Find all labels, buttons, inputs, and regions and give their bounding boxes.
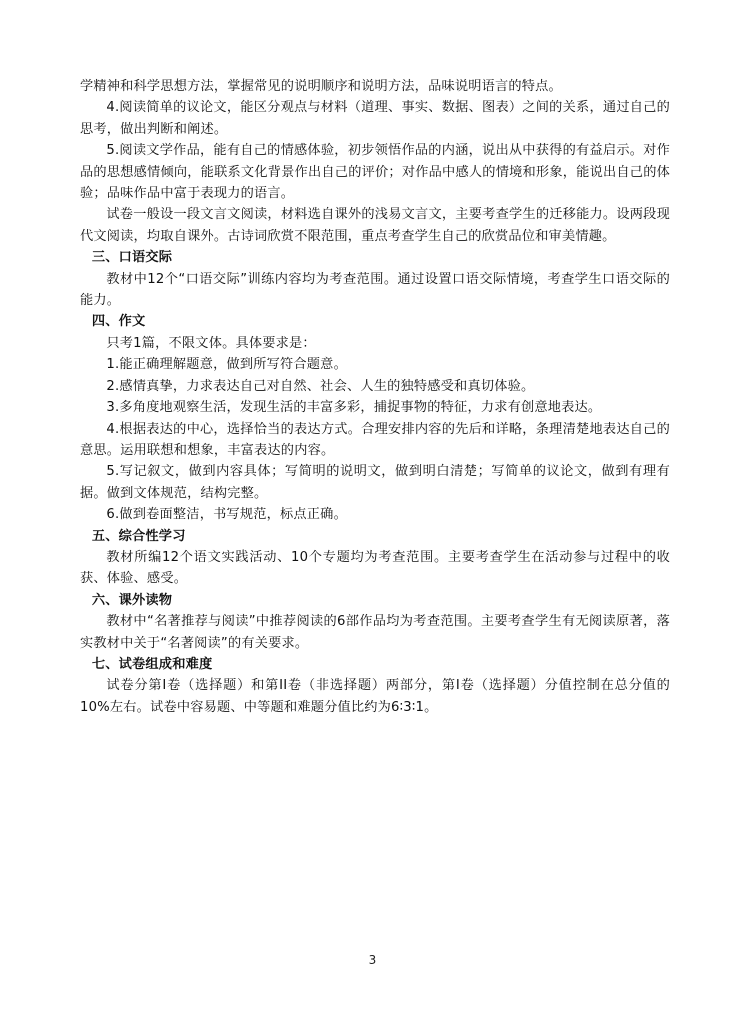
paragraph-continuation: 学精神和科学思想方法，掌握常见的说明顺序和说明方法，品味说明语言的特点。 (80, 79, 562, 94)
composition-requirement-6: 6.做到卷面整洁，书写规范，标点正确。 (106, 507, 347, 523)
paragraph-exam-reading-setup: 试卷一般设一段文言文阅读，材料选自课外的浅易文言文，主要考查学生的迁移能力。设两段现代文阅读，均取自课外。古诗词欣赏不限范围，重点考查学生自己的欣赏品位和审美情趣。 (80, 207, 670, 244)
composition-requirement-3: 3.多角度地观察生活，发现生活的丰富多彩，捕捉事物的特征，力求有创意地表达。 (106, 400, 602, 416)
paragraph-literary-reading: 5.阅读文学作品，能有自己的情感体验，初步领悟作品的内涵，说出从中获得的有益启示。对作品的思想感情倾向，能联系文化背景作出自己的评价；对作品中感人的情境和形象，能说出自己的体验；品味作品中富于表现力的语言。 (80, 143, 670, 202)
section-heading-exam-structure: 七、试卷组成和难度 (91, 656, 213, 672)
document-body (80, 76, 670, 718)
composition-requirement-2: 2.感情真挚，力求表达自己对自然、社会、人生的独特感受和真切体验。 (106, 378, 535, 394)
section-heading-extracurricular-reading: 六、课外读物 (91, 592, 173, 608)
paragraph-argumentative-reading: 4.阅读简单的议论文，能区分观点与材料（道理、事实、数据、图表）之间的关系，通过自己的思考，做出判断和阐述。 (80, 100, 670, 137)
section-heading-composition: 四、作文 (91, 314, 146, 330)
paragraph-composition-intro: 只考1篇，不限文体。具体要求是： (106, 335, 316, 351)
composition-requirement-1: 1.能正确理解题意，做到所写符合题意。 (106, 357, 347, 373)
paragraph-oral-communication: 教材中12个“口语交际”训练内容均为考查范围。通过设置口语交际情境，考查学生口语交际的能力。 (80, 271, 670, 309)
paragraph-extracurricular-reading: 教材中“名著推荐与阅读”中推荐阅读的6部作品均为考查范围。主要考查学生有无阅读原著，落实教材中关于“名著阅读”的有关要求。 (80, 614, 670, 651)
section-heading-integrated-learning: 五、综合性学习 (91, 528, 186, 544)
composition-requirement-4: 4.根据表达的中心，选择恰当的表达方式。合理安排内容的先后和详略，条理清楚地表达自己的意思。运用联想和想象，丰富表达的内容。 (80, 421, 670, 458)
section-heading-oral-communication: 三、口语交际 (91, 250, 173, 266)
page-number: 3 (368, 953, 377, 967)
paragraph-exam-structure: 试卷分第I卷（选择题）和第II卷（非选择题）两部分，第I卷（选择题）分值控制在总分值的10%左右。试卷中容易题、中等题和难题分值比约为6∶3∶1。 (80, 678, 670, 715)
paragraph-integrated-learning: 教材所编12个语文实践活动、10个专题均为考查范围。主要考查学生在活动参与过程中的收获、体验、感受。 (80, 549, 670, 587)
composition-requirement-5: 5.写记叙文，做到内容具体；写简明的说明文，做到明白清楚；写简单的议论文，做到有理有据。做到文体规范，结构完整。 (80, 464, 670, 501)
